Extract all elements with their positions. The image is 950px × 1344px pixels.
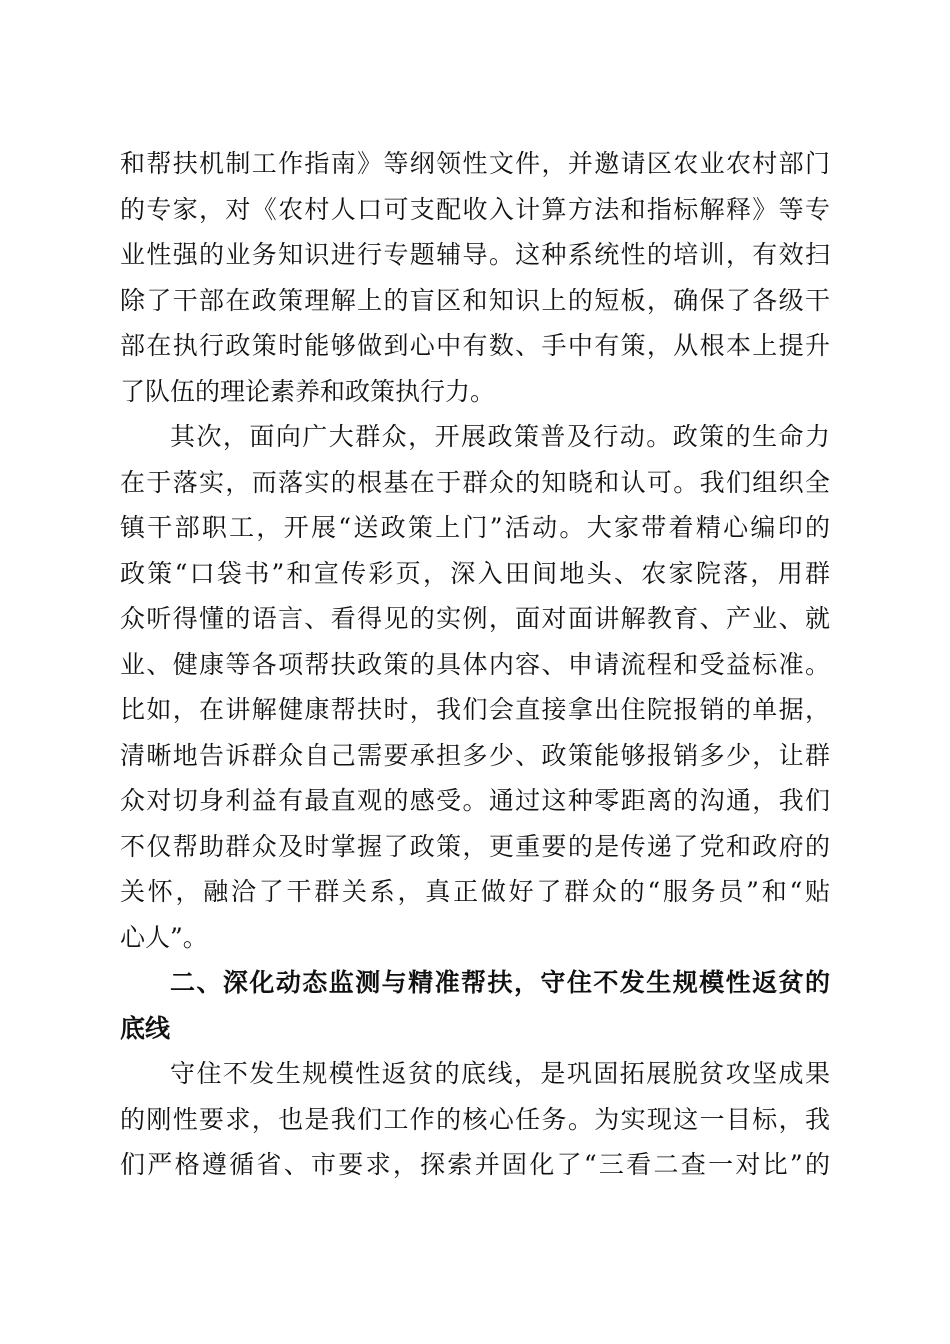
text-line: 众听得懂的语言、看得见的实例，面对面讲解教育、产业、就 [120,604,830,633]
text-line: 除了干部在政策理解上的盲区和知识上的短板，确保了各级干 [120,285,830,315]
text-line: 业性强的业务知识进行专题辅导。这种系统性的培训，有效扫 [120,240,830,269]
text-line: 在于落实，而落实的根基在于群众的知晓和认可。我们组织全 [120,467,830,497]
text-line: 比如，在讲解健康帮扶时，我们会直接拿出住院报销的单据， [120,695,830,724]
heading-line: 底线 [120,1013,171,1043]
text-line: 们严格遵循省、市要求，探索并固化了“三看二查一对比”的 [120,1150,830,1179]
text-line: 业、健康等各项帮扶政策的具体内容、申请流程和受益标准。 [120,649,830,679]
paragraph-policy-outreach [120,414,830,960]
text-line: 部在执行政策时能够做到心中有数、手中有策，从根本上提升 [120,331,830,360]
text-line: 了队伍的理论素养和政策执行力。 [120,376,496,406]
text-line: 其次，面向广大群众，开展政策普及行动。政策的生命力 [170,422,830,451]
text-line: 众对切身利益有最直观的感受。通过这种零距离的沟通，我们 [120,786,830,815]
text-line: 和帮扶机制工作指南》等纲领性文件，并邀请区农业农村部门 [120,149,830,178]
text-line: 的刚性要求，也是我们工作的核心任务。为实现这一目标，我 [120,1104,830,1134]
text-line: 镇干部职工，开展“送政策上门”活动。大家带着精心编印的 [120,513,830,542]
text-line: 守住不发生规模性返贫的底线，是巩固拓展脱贫攻坚成果 [170,1059,830,1088]
paragraph-training-continued [120,141,830,414]
text-line: 政策“口袋书”和宣传彩页，深入田间地头、农家院落，用群 [120,558,830,588]
section-heading [120,960,830,1051]
heading-line: 二、深化动态监测与精准帮扶，守住不发生规模性返贫的 [170,968,830,997]
paragraph-bottom-line [120,1051,830,1188]
text-line: 不仅帮助群众及时掌握了政策，更重要的是传递了党和政府的 [120,831,830,861]
text-line: 清晰地告诉群众自己需要承担多少、政策能够报销多少，让群 [120,740,830,770]
text-line: 的专家，对《农村人口可支配收入计算方法和指标解释》等专 [120,194,830,224]
text-line: 心人”。 [120,922,208,952]
text-line: 关怀，融洽了干群关系，真正做好了群众的“服务员”和“贴 [120,877,830,906]
